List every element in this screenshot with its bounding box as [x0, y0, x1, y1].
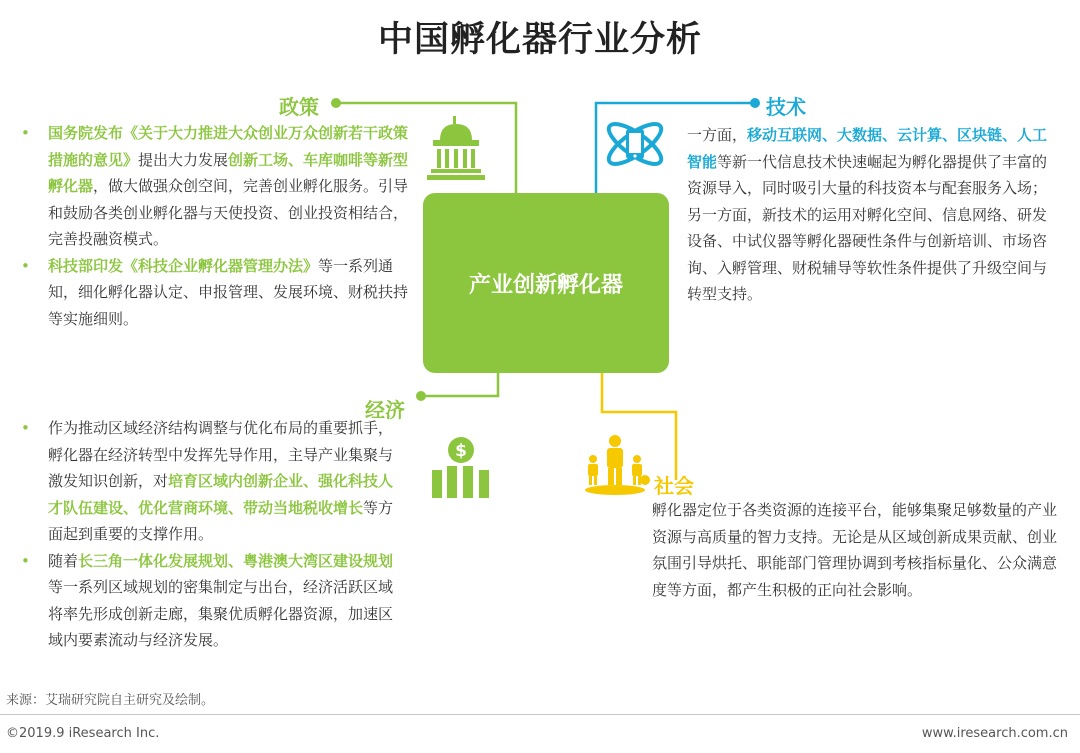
center-box: [423, 193, 669, 373]
policy-bullet: [18, 253, 413, 333]
highlight-text: 长三角一体化发展规划、粤港澳大湾区建设规划: [78, 551, 394, 570]
source-note: 来源：艾瑞研究院自主研究及绘制。: [6, 693, 215, 708]
site-url: www.iresearch.com.cn: [921, 726, 1068, 741]
economy-connector: [422, 373, 498, 396]
highlight-text: 创新工场、车库咖啡等新型孵化器: [48, 150, 409, 195]
society-text: 孵化器定位于各类资源的连接平台，能够集聚足够数量的产业资源与高质量的智力支持。无论是从区域创新成果贡献、创业氛围引导烘托、职能部门管理协调到考核指标量化、公众满意度等方面，都产生积极的正向社会影响。: [652, 501, 1058, 599]
government-building-icon: [424, 116, 488, 180]
policy-text: [18, 120, 413, 332]
copyright: ©2019.9 iResearch Inc.: [6, 726, 160, 741]
society-heading: 社会: [654, 474, 694, 498]
dollar-bar-chart-icon: [428, 436, 494, 498]
atom-phone-icon: [601, 113, 669, 175]
economy-bullet: [18, 415, 406, 548]
policy-bullet: [18, 120, 413, 253]
body-text: 等方面起到重要的支撑作用。: [48, 498, 394, 543]
tech-text: [687, 122, 1057, 308]
economy-text: [18, 415, 406, 654]
policy-heading: 政策: [279, 95, 319, 119]
policy-connector-dot: [331, 98, 341, 108]
economy-bullet: [18, 548, 406, 654]
economy-heading: 经济: [365, 398, 405, 422]
highlight-text: 培育区域内创新企业、强化科技人才队伍建设、优化营商环境、带动当地税收增长: [48, 472, 394, 517]
people-leader-icon: [582, 434, 648, 496]
body-text: 作为推动区域经济结构调整与优化布局的重要抓手，孵化器在经济转型中发挥先导作用，主导产业集聚与激发知识创新，对: [48, 419, 394, 490]
tech-connector-dot: [750, 98, 760, 108]
body-text: 一方面，: [687, 126, 748, 144]
highlight-text: 移动互联网、大数据、云计算、区块链、人工智能: [687, 126, 1048, 171]
svg-text:$: $: [455, 441, 467, 461]
body-text: ，做大做强众创空间，完善创业孵化服务。引导和鼓励各类创业孵化器与天使投资、创业投资相结合，完善投融资模式。: [48, 177, 409, 248]
center-label: 产业创新孵化器: [468, 272, 623, 298]
body-text: 提出大力发展: [138, 150, 229, 169]
page-title: 中国孵化器行业分析: [377, 20, 702, 60]
highlight-text: 科技部印发《科技企业孵化器管理办法》: [48, 256, 319, 275]
body-text: 随着: [48, 551, 79, 570]
footer-divider: [0, 714, 1080, 715]
economy-connector-dot: [416, 391, 426, 401]
body-text: 等新一代信息技术快速崛起为孵化器提供了丰富的资源导入，同时吸引大量的科技资本与配套服务入场；另一方面，新技术的运用对孵化空间、信息网络、研发设备、中试仪器等孵化器硬性条件与创新培训、市场咨询、入孵管理、财税辅导等软性条件提供了升级空间与转型支持。: [687, 152, 1048, 303]
tech-heading: 技术: [766, 95, 806, 119]
body-text: 等一系列通知，细化孵化器认定、申报管理、发展环境、财税扶持等实施细则。: [48, 256, 409, 328]
highlight-text: 国务院发布《关于大力推进大众创业万众创新若干政策措施的意见》: [48, 124, 409, 169]
body-text: 等一系列区域规划的密集制定与出台，经济活跃区域将率先形成创新走廊，集聚优质孵化器资源，加速区域内要素流动与经济发展。: [48, 578, 394, 649]
